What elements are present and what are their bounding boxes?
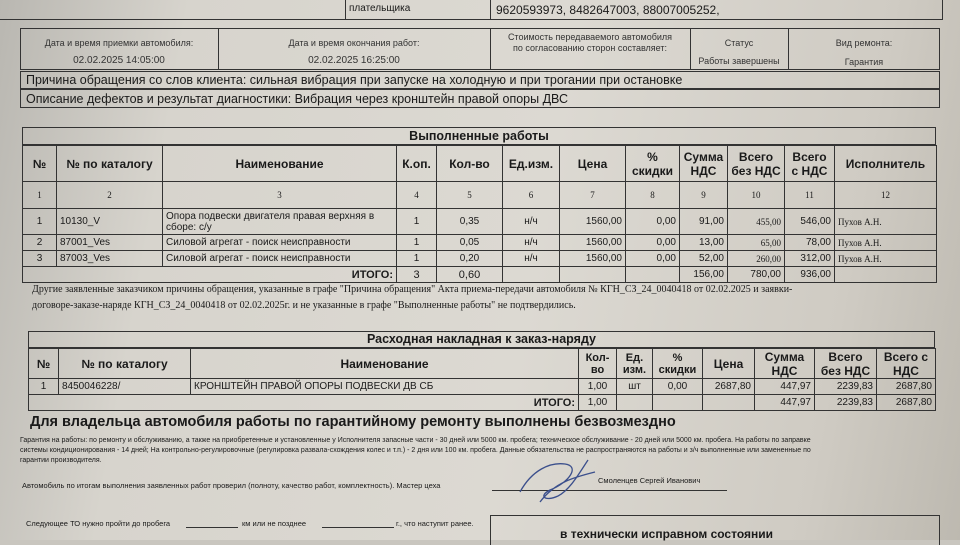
cell-no-vat: 2239,83 — [815, 379, 877, 395]
top-header-box — [0, 0, 943, 20]
cell-no-vat: 65,00 — [728, 235, 785, 251]
col-number: 10 — [728, 182, 785, 209]
cell-discount: 0,00 — [626, 251, 680, 267]
phone-numbers: 9620593973, 8482647003, 88007005252, — [496, 3, 720, 17]
cell-vat: 447,97 — [755, 379, 815, 395]
works-col-price: Цена — [560, 146, 626, 182]
cell-unit: н/ч — [503, 251, 560, 267]
cell-no: 2 — [23, 235, 57, 251]
cell-kop: 1 — [397, 235, 437, 251]
table-row — [29, 379, 936, 395]
client-reason: Причина обращения со слов клиента: сильная вибрация при запуске на холодную и при трогании при остановке — [26, 73, 683, 87]
cell-unit: н/ч — [503, 209, 560, 235]
cell-price: 1560,00 — [560, 251, 626, 267]
cell-discount: 0,00 — [626, 235, 680, 251]
cell-executor: Пухов А.Н. — [835, 209, 937, 235]
empty-cell — [617, 395, 653, 411]
accept-date-label: Дата и время приемки автомобиля: — [44, 38, 194, 48]
repair-type-label: Вид ремонта: — [835, 38, 893, 48]
parts-table — [28, 348, 936, 411]
cell-no: 1 — [23, 209, 57, 235]
parts-col-discount: % скидки — [653, 349, 703, 379]
accept-date-value: 02.02.2025 14:05:00 — [73, 55, 165, 66]
parts-total-row — [29, 395, 936, 411]
works-col-number-row — [23, 182, 937, 209]
empty-cell — [703, 395, 755, 411]
works-col-catalog: № по каталогу — [57, 146, 163, 182]
cell-qty: 0,20 — [437, 251, 503, 267]
col-number: 6 — [503, 182, 560, 209]
cell-with-vat: 312,00 — [785, 251, 835, 267]
col-number: 7 — [560, 182, 626, 209]
status-value: Работы завершены — [698, 56, 780, 66]
parts-total-no-vat: 2239,83 — [815, 395, 877, 411]
end-date-value: 02.02.2025 16:25:00 — [308, 55, 400, 66]
cell-price: 1560,00 — [560, 235, 626, 251]
parts-col-with-vat: Всего с НДС — [877, 349, 936, 379]
cell-price: 1560,00 — [560, 209, 626, 235]
parts-col-price: Цена — [703, 349, 755, 379]
works-col-unit: Ед.изм. — [503, 146, 560, 182]
cost-label-2: по согласованию сторон составляет: — [512, 43, 668, 53]
parts-header-row — [29, 349, 936, 379]
cost-label-1: Стоимость передаваемого автомобиля — [507, 32, 673, 42]
works-table — [22, 145, 937, 283]
works-col-executor: Исполнитель — [835, 146, 937, 182]
works-col-name: Наименование — [163, 146, 397, 182]
cell-qty: 0,05 — [437, 235, 503, 251]
cell-kop: 1 — [397, 209, 437, 235]
table-row — [23, 235, 937, 251]
parts-total-with-vat: 2687,80 — [877, 395, 936, 411]
cell-price: 2687,80 — [703, 379, 755, 395]
defects-description: Описание дефектов и результат диагностики: Вибрация через кронштейн правой опоры ДВС — [26, 92, 569, 106]
col-number: 3 — [163, 182, 397, 209]
table-row — [23, 209, 937, 235]
works-total-no-vat: 780,00 — [728, 267, 785, 283]
cell-with-vat: 78,00 — [785, 235, 835, 251]
cell-catalog: 87001_Ves — [57, 235, 163, 251]
cell-name: Силовой агрегат - поиск неисправности — [163, 251, 397, 267]
works-title: Выполненные работы — [409, 129, 549, 143]
col-number: 8 — [626, 182, 680, 209]
other-reasons-line-2: договоре-заказе-наряде КГН_СЗ_24_0040418 от 02.02.2025г. и не указанные в графе "Выполненные работы" не подтвердились. — [32, 300, 576, 311]
cell-catalog: 8450046228/ — [59, 379, 191, 395]
works-total-qty: 0,60 — [437, 267, 503, 283]
next-to-label-1: Следующее ТО нужно пройти до пробега — [26, 519, 171, 528]
parts-col-no: № — [29, 349, 59, 379]
cell-no: 3 — [23, 251, 57, 267]
guarantee-line-3: гарантии производителя. — [20, 457, 102, 464]
parts-title: Расходная накладная к заказ-наряду — [366, 332, 596, 346]
parts-col-name: Наименование — [191, 349, 579, 379]
works-col-kop: К.оп. — [397, 146, 437, 182]
bottom-cut-text: в технически исправном состоянии — [560, 527, 773, 541]
col-number: 4 — [397, 182, 437, 209]
guarantee-line-1: Гарантия на работы: по ремонту и обслуживанию, а также на приобретенные и установленные у Исполнителя запасные части - 30 дней или 5000 км. пробега; техническое обслуживание - 20 дней или 5000 км. пробега. На работы по заправке — [20, 437, 811, 444]
parts-total-vat: 447,97 — [755, 395, 815, 411]
cell-catalog: 10130_V — [57, 209, 163, 235]
col-number: 12 — [835, 182, 937, 209]
payer-label: плательщика — [349, 3, 411, 14]
cell-catalog: 87003_Ves — [57, 251, 163, 267]
cell-name: КРОНШТЕЙН ПРАВОЙ ОПОРЫ ПОДВЕСКИ ДВ СБ — [191, 379, 579, 395]
parts-col-vat: Сумма НДС — [755, 349, 815, 379]
parts-total-label: ИТОГО: — [29, 395, 579, 411]
cell-name: Опора подвески двигателя правая верхняя в сборе: с/у — [163, 209, 397, 235]
next-to-label-2: км или не позднее — [242, 519, 307, 528]
other-reasons-line-1: Другие заявленные заказчиком причины обращения, указанные в графе "Причина обращения" Акта приема-передачи автомобиля № КГН_СЗ_24_0040418 от 02.02.2025 и заявки- — [32, 284, 793, 295]
cell-with-vat: 2687,80 — [877, 379, 936, 395]
cell-vat: 91,00 — [680, 209, 728, 235]
cell-executor: Пухов А.Н. — [835, 235, 937, 251]
signature-icon — [510, 452, 600, 508]
col-number: 9 — [680, 182, 728, 209]
works-total-label: ИТОГО: — [23, 267, 397, 283]
col-number: 1 — [23, 182, 57, 209]
empty-cell — [653, 395, 703, 411]
works-col-vat: Сумма НДС — [680, 146, 728, 182]
works-total-vat: 156,00 — [680, 267, 728, 283]
empty-cell — [626, 267, 680, 283]
repair-type-value: Гарантия — [844, 57, 884, 67]
parts-col-qty: Кол-во — [579, 349, 617, 379]
cell-qty: 1,00 — [579, 379, 617, 395]
works-col-discount: % скидки — [626, 146, 680, 182]
cell-unit: шт — [617, 379, 653, 395]
next-to-label-3: г., что наступит ранее. — [396, 519, 474, 528]
parts-col-no-vat: Всего без НДС — [815, 349, 877, 379]
col-number: 5 — [437, 182, 503, 209]
col-number: 2 — [57, 182, 163, 209]
works-col-with-vat: Всего с НДС — [785, 146, 835, 182]
col-number: 11 — [785, 182, 835, 209]
empty-cell — [835, 267, 937, 283]
cell-unit: н/ч — [503, 235, 560, 251]
cell-discount: 0,00 — [626, 209, 680, 235]
parts-col-catalog: № по каталогу — [59, 349, 191, 379]
empty-cell — [560, 267, 626, 283]
cell-vat: 13,00 — [680, 235, 728, 251]
parts-col-unit: Ед. изм. — [617, 349, 653, 379]
end-date-label: Дата и время окончания работ: — [288, 38, 420, 48]
empty-cell — [503, 267, 560, 283]
cell-kop: 1 — [397, 251, 437, 267]
guarantee-text — [20, 436, 938, 466]
cell-with-vat: 546,00 — [785, 209, 835, 235]
free-warranty-notice: Для владельца автомобиля работы по гарантийному ремонту выполнены безвозмездно — [30, 414, 676, 430]
cell-discount: 0,00 — [653, 379, 703, 395]
cell-vat: 52,00 — [680, 251, 728, 267]
works-col-qty: Кол-во — [437, 146, 503, 182]
master-name: Смоленцев Сергей Иванович — [598, 476, 701, 485]
works-total-row — [23, 267, 937, 283]
table-row — [23, 251, 937, 267]
checked-statement: Автомобиль по итогам выполнения заявленных работ проверил (полноту, качество работ, комплектность). Мастер цеха — [22, 481, 441, 490]
cell-qty: 0,35 — [437, 209, 503, 235]
works-total-with-vat: 936,00 — [785, 267, 835, 283]
parts-total-qty: 1,00 — [579, 395, 617, 411]
cell-no-vat: 260,00 — [728, 251, 785, 267]
works-col-no: № — [23, 146, 57, 182]
guarantee-line-2: системы кондиционирования - 14 дней; На контрольно-регулировочные (регулировка развала-схождения колес и т.п.) - 2 дня или 100 км. пробега. Данные обязательства не распространяются на работы и з/ч выполненные или замененные по — [20, 447, 811, 454]
status-label: Статус — [724, 38, 754, 48]
works-total-kop: 3 — [397, 267, 437, 283]
cell-executor: Пухов А.Н. — [835, 251, 937, 267]
cell-no: 1 — [29, 379, 59, 395]
cell-no-vat: 455,00 — [728, 209, 785, 235]
works-header-row — [23, 146, 937, 182]
cell-name: Силовой агрегат - поиск неисправности — [163, 235, 397, 251]
works-col-no-vat: Всего без НДС — [728, 146, 785, 182]
